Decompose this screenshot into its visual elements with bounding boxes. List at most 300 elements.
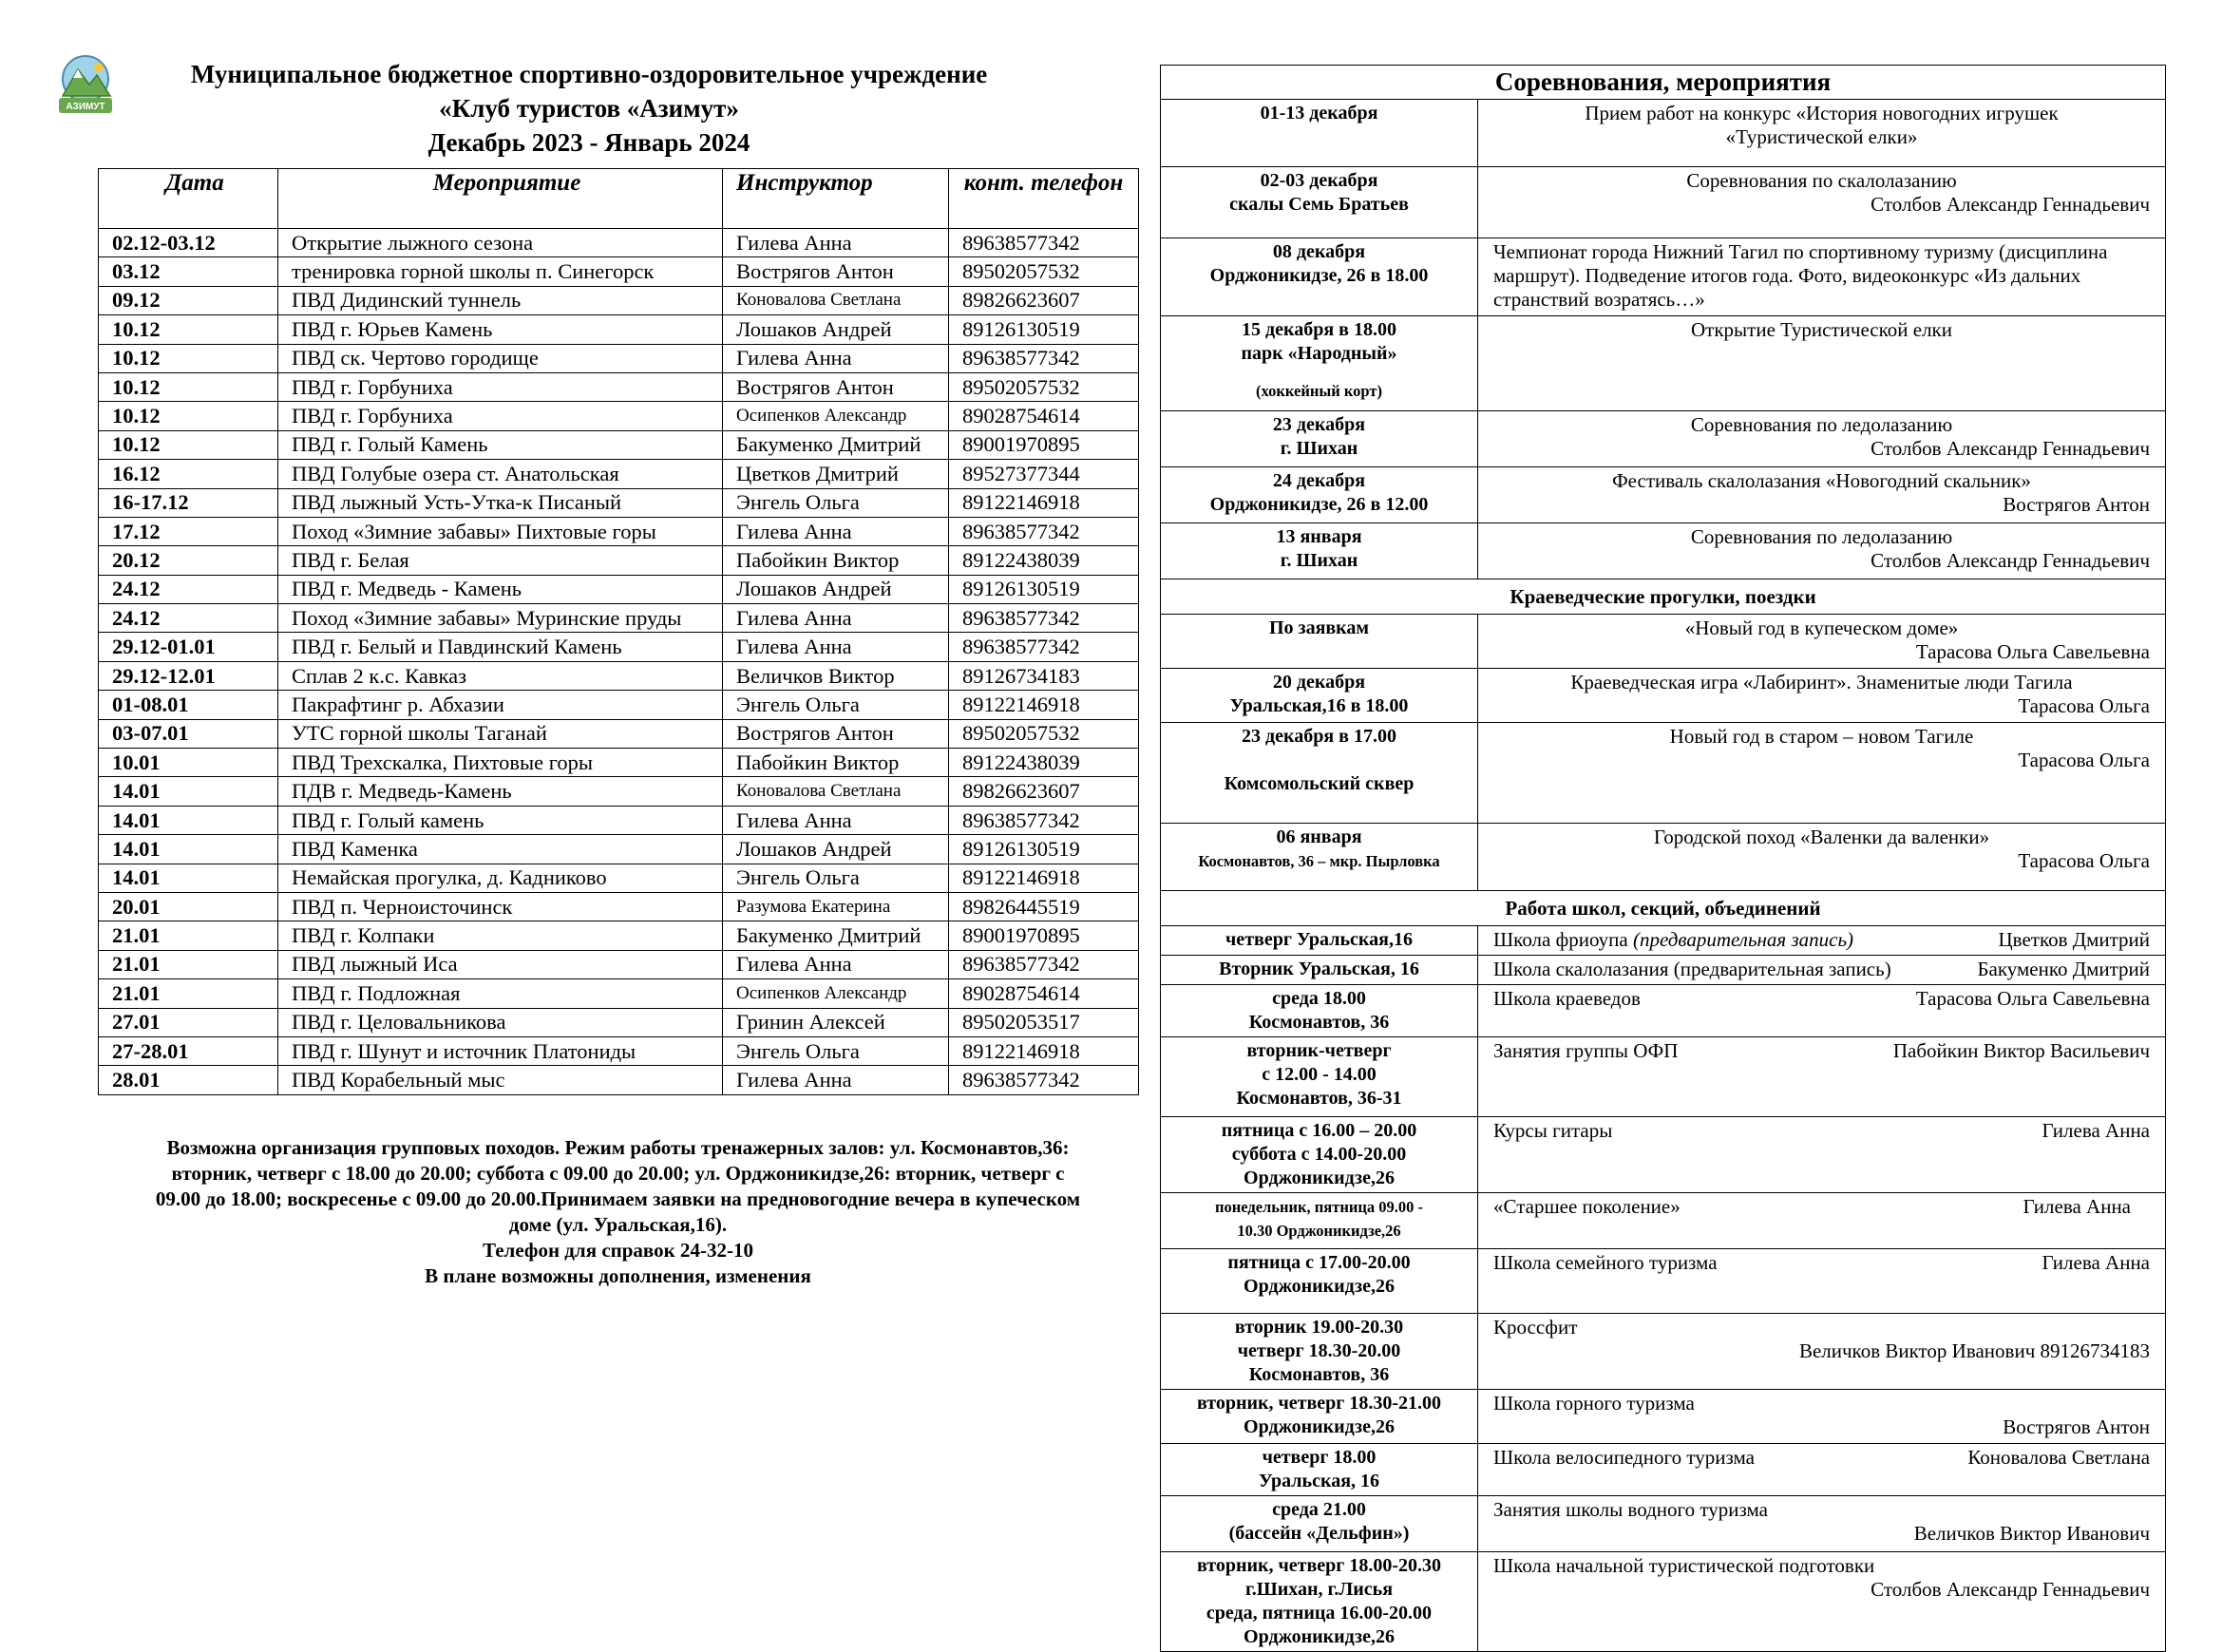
schools-row: [1161, 1496, 2166, 1552]
table-row: [99, 344, 1139, 372]
when-note: (хоккейный корт): [1256, 382, 1382, 400]
event-details: [1478, 615, 2166, 669]
event-when: [1161, 926, 1478, 956]
school-name: [1493, 1251, 1718, 1275]
row-date: 02.12-03.12: [99, 229, 278, 257]
event-details: [1478, 100, 2166, 167]
row-phone: 89638577342: [949, 229, 1139, 257]
row-phone: 89126130519: [949, 835, 1139, 864]
school-name: [1493, 958, 1891, 981]
row-instructor: Гилева Анна: [723, 633, 949, 661]
schools-row: [1161, 1552, 2166, 1652]
note-disclaimer: В плане возможны дополнения, изменения: [425, 1264, 811, 1287]
when-line: Орджоникидзе,26: [1244, 1276, 1395, 1297]
row-date: 03-07.01: [99, 719, 278, 748]
row-event: ПВД г. Целовальникова: [278, 1008, 723, 1036]
event-when: [1161, 1193, 1478, 1249]
event-when: [1161, 1117, 1478, 1193]
row-phone: 89502057532: [949, 257, 1139, 286]
row-event: ПВД Трехскалка, Пихтовые горы: [278, 749, 723, 777]
row-phone: 89122146918: [949, 488, 1139, 517]
school-note: (предварительная запись): [1632, 928, 1854, 951]
row-event: ПВД п. Черноисточинск: [278, 892, 723, 921]
note-line: вторник, четверг с 18.00 до 20.00; суббота с 09.00 до 20.00; ул. Орджоникидзе,26: вторник, четверг с: [171, 1162, 1065, 1185]
row-event: Поход «Зимние забавы» Муринские пруды: [278, 604, 723, 633]
when-line: г.Шихан, г.Лисья: [1244, 1579, 1394, 1600]
event-person: Тарасова Ольга: [2018, 694, 2151, 717]
when-line: По заявкам: [1268, 617, 1370, 638]
row-date: 10.12: [99, 430, 278, 459]
table-row: [99, 835, 1139, 864]
when-line: Вторник Уральская, 16: [1219, 959, 1419, 979]
events-table: [1160, 65, 2166, 1652]
event-details: [1478, 1552, 2166, 1652]
row-instructor: Гилева Анна: [723, 229, 949, 257]
section-title-schools: Работа школ, секций, объединений: [1161, 891, 2166, 926]
table-row: [99, 691, 1139, 719]
instructor-name: Пабойкин Виктор Васильевич: [1892, 1039, 2151, 1062]
period-title: Декабрь 2023 - Январь 2024: [427, 128, 750, 157]
event-when: [1161, 723, 1478, 824]
when-line: Космонавтов, 36-31: [1236, 1088, 1402, 1109]
when-line: Космонавтов, 36: [1248, 1012, 1390, 1033]
when-line: четверг Уральская,16: [1225, 929, 1413, 950]
row-instructor: Лошаков Андрей: [723, 835, 949, 864]
row-phone: 89638577342: [949, 950, 1139, 978]
row-phone: 89001970895: [949, 921, 1139, 950]
event-when: [1161, 523, 1478, 579]
event-person: Величков Виктор Иванович 89126734183: [1798, 1339, 2151, 1362]
row-event: ПВД г. Медведь - Камень: [278, 575, 723, 603]
when-line: Орджоникидзе,26: [1244, 1416, 1395, 1437]
walks-row: [1161, 723, 2166, 824]
row-date: 10.12: [99, 372, 278, 401]
row-event: ПВД г. Голый Камень: [278, 430, 723, 459]
row-phone: 89826623607: [949, 777, 1139, 806]
event-when: [1161, 1037, 1478, 1117]
row-phone: 89126130519: [949, 315, 1139, 344]
instructor-name: Гилева Анна: [2042, 1251, 2151, 1274]
event-person: Столбов Александр Геннадьевич: [1871, 549, 2151, 572]
event-details: [1478, 1390, 2166, 1444]
row-instructor: Пабойкин Виктор: [723, 546, 949, 575]
event-details: [1478, 411, 2166, 467]
row-date: 20.12: [99, 546, 278, 575]
competitions-row: [1161, 467, 2166, 523]
note-phone: Телефон для справок 24-32-10: [483, 1239, 753, 1262]
table-row: [99, 460, 1139, 488]
events-title-row: [1161, 66, 2166, 100]
event-details: [1478, 985, 2166, 1037]
row-instructor: Лошаков Андрей: [723, 315, 949, 344]
table-row: [99, 286, 1139, 314]
event-when: [1161, 824, 1478, 891]
school-title: «Старшее поколение»: [1493, 1195, 1681, 1218]
trips-schedule-table: [98, 168, 1139, 1095]
row-date: 10.12: [99, 344, 278, 372]
table-row: [99, 372, 1139, 401]
row-phone: 89826445519: [949, 892, 1139, 921]
event-person: Тарасова Ольга: [2018, 749, 2151, 771]
competitions-row: [1161, 238, 2166, 316]
schools-row: [1161, 1193, 2166, 1249]
row-event: ПВД Дидинский туннель: [278, 286, 723, 314]
when-line: Орджоникидзе,26: [1244, 1168, 1395, 1188]
schools-row: [1161, 1314, 2166, 1390]
spacer: [1165, 366, 1473, 379]
table-row: [99, 979, 1139, 1008]
row-event: Открытие лыжного сезона: [278, 229, 723, 257]
when-line: вторник, четверг 18.30-21.00: [1196, 1393, 1442, 1414]
event-details: [1478, 1314, 2166, 1390]
row-date: 16-17.12: [99, 488, 278, 517]
school-name: [1493, 928, 1853, 952]
row-event: ПВД г. Колпаки: [278, 921, 723, 950]
table-row: [99, 315, 1139, 344]
row-event: ПВД Голубые озера ст. Анатольская: [278, 460, 723, 488]
when-line: 15 декабря в 18.00: [1242, 319, 1396, 340]
event-details: [1478, 316, 2166, 411]
row-date: 27.01: [99, 1008, 278, 1036]
event-when: [1161, 985, 1478, 1037]
event-when: [1161, 956, 1478, 985]
table-row: [99, 257, 1139, 286]
event-details: [1478, 1193, 2166, 1249]
when-line: 20 декабря: [1272, 672, 1366, 693]
row-instructor: Энгель Ольга: [723, 1036, 949, 1065]
when-line: четверг 18.30-20.00: [1237, 1340, 1401, 1361]
competitions-row: [1161, 316, 2166, 411]
row-phone: 89638577342: [949, 517, 1139, 545]
schools-row: [1161, 1117, 2166, 1193]
row-instructor: Гилева Анна: [723, 344, 949, 372]
row-event: тренировка горной школы п. Синегорск: [278, 257, 723, 286]
row-event: ПВД лыжный Усть-Утка-к Писаный: [278, 488, 723, 517]
row-instructor: Гилева Анна: [723, 950, 949, 978]
row-phone: 89502057532: [949, 372, 1139, 401]
when-line: г. Шихан: [1280, 438, 1358, 459]
event-when: [1161, 1390, 1478, 1444]
row-phone: 89122438039: [949, 546, 1139, 575]
when-line: Орджоникидзе,26: [1244, 1626, 1395, 1647]
when-line: Уральская,16 в 18.00: [1229, 695, 1409, 716]
row-date: 09.12: [99, 286, 278, 314]
row-event: ПВД г. Шунут и источник Платониды: [278, 1036, 723, 1065]
school-line: [1493, 1446, 2150, 1470]
instructor-name: Гилева Анна: [2023, 1195, 2132, 1218]
table-row: [99, 229, 1139, 257]
when-line: среда, пятница 16.00-20.00: [1206, 1603, 1433, 1624]
event-title: Городской поход «Валенки да валенки»: [1653, 826, 1990, 848]
row-event: ПВД г. Белый и Павдинский Камень: [278, 633, 723, 661]
row-instructor: Бакуменко Дмитрий: [723, 921, 949, 950]
when-line: пятница с 17.00-20.00: [1227, 1252, 1411, 1273]
table-row: [99, 1066, 1139, 1094]
when-line: 13 января: [1276, 526, 1362, 547]
competitions-row: [1161, 411, 2166, 467]
row-event: ПВД Каменка: [278, 835, 723, 864]
event-title: Школа начальной туристической подготовки: [1493, 1554, 1875, 1577]
when-line: понедельник, пятница 09.00 -: [1215, 1198, 1423, 1216]
row-phone: 89122146918: [949, 691, 1139, 719]
row-instructor: Лошаков Андрей: [723, 575, 949, 603]
event-details: [1478, 238, 2166, 316]
event-title: Занятия школы водного туризма: [1493, 1498, 1768, 1521]
table-row: [99, 575, 1139, 603]
row-date: 20.01: [99, 892, 278, 921]
table-row: [99, 950, 1139, 978]
row-date: 14.01: [99, 777, 278, 806]
walks-row: [1161, 824, 2166, 891]
row-instructor: Разумова Екатерина: [723, 892, 949, 921]
row-phone: 89502053517: [949, 1008, 1139, 1036]
event-when: [1161, 316, 1478, 411]
row-date: 24.12: [99, 575, 278, 603]
event-title: Соревнования по ледолазанию: [1690, 413, 1953, 436]
competitions-row: [1161, 523, 2166, 579]
row-phone: 89638577342: [949, 806, 1139, 834]
row-instructor: Осипенков Александр: [723, 979, 949, 1008]
row-instructor: Вострягов Антон: [723, 719, 949, 748]
row-instructor: Энгель Ольга: [723, 864, 949, 892]
column-header-instructor: Инструктор: [723, 169, 949, 229]
table-row: [99, 517, 1139, 545]
schools-row: [1161, 1037, 2166, 1117]
column-header-date: Дата: [99, 169, 278, 229]
when-line: среда 21.00: [1272, 1499, 1366, 1520]
event-title: Краеведческая игра «Лабиринт». Знаменитые люди Тагила: [1570, 671, 2073, 693]
row-event: Сплав 2 к.с. Кавказ: [278, 661, 723, 690]
row-instructor: Энгель Ольга: [723, 691, 949, 719]
row-phone: 89028754614: [949, 979, 1139, 1008]
school-name: [1493, 1039, 1678, 1063]
row-date: 14.01: [99, 806, 278, 834]
instructor-name: Коновалова Светлана: [1967, 1446, 2151, 1469]
competitions-row: [1161, 167, 2166, 238]
event-when: [1161, 238, 1478, 316]
event-person: Тарасова Ольга Савельевна: [1915, 640, 2151, 663]
row-date: 21.01: [99, 979, 278, 1008]
note-line: доме (ул. Уральская,16).: [508, 1213, 728, 1236]
school-line: [1493, 928, 2150, 952]
event-title: Фестиваль скалолазания «Новогодний скальник»: [1612, 469, 2031, 492]
table-row: [99, 1008, 1139, 1036]
school-name: [1493, 1119, 1612, 1143]
table-row: [99, 1036, 1139, 1065]
event-title: Чемпионат города Нижний Тагил по спортивному туризму (дисциплина маршрут). Подведение итогов года. Фото, видеоконкурс «Из дальних странствий возратясь…»: [1493, 240, 2108, 311]
event-when: [1161, 100, 1478, 167]
trips-table-body: [99, 229, 1139, 1095]
school-title: Школа фриоупа: [1493, 928, 1628, 951]
school-line: [1493, 958, 2150, 981]
when-line: среда 18.00: [1272, 988, 1366, 1009]
when-line: вторник 19.00-20.30: [1234, 1317, 1404, 1338]
row-phone: 89502057532: [949, 719, 1139, 748]
row-phone: 89126130519: [949, 575, 1139, 603]
event-person: Величков Виктор Иванович: [1913, 1522, 2151, 1545]
events-table-body: [1161, 66, 2166, 1652]
table-row: [99, 604, 1139, 633]
event-details: [1478, 723, 2166, 824]
row-instructor: Коновалова Светлана: [723, 286, 949, 314]
event-person: Столбов Александр Геннадьевич: [1871, 437, 2151, 460]
events-title: Соревнования, мероприятия: [1161, 66, 2166, 100]
row-date: 10.01: [99, 749, 278, 777]
org-title: Муниципальное бюджетное спортивно-оздоровительное учреждение: [190, 60, 988, 88]
column-header-event: Мероприятие: [278, 169, 723, 229]
when-line: 02-03 декабря: [1260, 170, 1378, 191]
when-line: 01-13 декабря: [1260, 103, 1378, 123]
row-date: 24.12: [99, 604, 278, 633]
row-instructor: Вострягов Антон: [723, 257, 949, 286]
table-row: [99, 777, 1139, 806]
event-details: [1478, 1444, 2166, 1496]
schools-row: [1161, 985, 2166, 1037]
table-row: [99, 430, 1139, 459]
event-details: [1478, 824, 2166, 891]
when-line: вторник-четверг: [1246, 1040, 1392, 1061]
when-line: 10.30 Орджоникидзе,26: [1237, 1222, 1401, 1240]
section-row: [1161, 579, 2166, 615]
row-event: ПВД ск. Чертово городище: [278, 344, 723, 372]
event-when: [1161, 615, 1478, 669]
note-line: 09.00 до 18.00; воскресенье с 09.00 до 20.00.Принимаем заявки на предновогодние вечера в купеческом: [155, 1187, 1081, 1210]
note-line: Возможна организация групповых походов. Режим работы тренажерных залов: ул. Космонавтов,36:: [166, 1136, 1070, 1159]
event-person: Вострягов Антон: [2003, 493, 2151, 516]
table-row: [99, 921, 1139, 950]
event-title: Новый год в старом – новом Тагиле: [1669, 725, 1974, 748]
when-line: суббота с 14.00-20.00: [1231, 1144, 1407, 1165]
school-line: [1493, 1251, 2150, 1275]
row-instructor: Осипенков Александр: [723, 402, 949, 430]
event-title: Кроссфит: [1493, 1316, 1578, 1339]
table-row: [99, 749, 1139, 777]
event-details: [1478, 523, 2166, 579]
row-date: 27-28.01: [99, 1036, 278, 1065]
when-line: Комсомольский сквер: [1224, 773, 1415, 794]
section-row: [1161, 891, 2166, 926]
event-details: [1478, 467, 2166, 523]
row-phone: 89826623607: [949, 286, 1139, 314]
event-when: [1161, 467, 1478, 523]
instructor-name: Бакуменко Дмитрий: [1977, 958, 2151, 980]
row-phone: 89122146918: [949, 864, 1139, 892]
table-row: [99, 719, 1139, 748]
event-when: [1161, 1249, 1478, 1314]
school-title: Школа велосипедного туризма: [1493, 1446, 1755, 1469]
row-date: 29.12-01.01: [99, 633, 278, 661]
event-when: [1161, 411, 1478, 467]
schools-row: [1161, 926, 2166, 956]
row-phone: 89638577342: [949, 633, 1139, 661]
row-event: ПВД г. Горбуниха: [278, 372, 723, 401]
when-line: пятница с 16.00 – 20.00: [1221, 1120, 1417, 1141]
table-row: [99, 402, 1139, 430]
row-phone: 89638577342: [949, 1066, 1139, 1094]
row-event: ПВД г. Горбуниха: [278, 402, 723, 430]
row-date: 29.12-12.01: [99, 661, 278, 690]
event-title: Открытие Туристической елки: [1691, 318, 1952, 341]
when-line: Уральская, 16: [1258, 1471, 1380, 1491]
row-instructor: Гилева Анна: [723, 604, 949, 633]
row-event: ПВД г. Голый камень: [278, 806, 723, 834]
row-instructor: Гринин Алексей: [723, 1008, 949, 1036]
when-line: парк «Народный»: [1241, 343, 1397, 364]
when-line: 24 декабря: [1272, 470, 1366, 491]
row-date: 21.01: [99, 921, 278, 950]
school-title: Школа скалолазания (предварительная запись): [1493, 958, 1891, 980]
when-line: (бассейн «Дельфин»): [1228, 1523, 1410, 1544]
when-line: с 12.00 - 14.00: [1262, 1064, 1377, 1085]
table-row: [99, 661, 1139, 690]
school-line: [1493, 1119, 2150, 1143]
footer-note: [98, 1135, 1138, 1289]
row-phone: 89028754614: [949, 402, 1139, 430]
row-date: 21.01: [99, 950, 278, 978]
school-line: [1493, 987, 2150, 1011]
column-header-phone: конт. телефон: [949, 169, 1139, 229]
table-row: [99, 806, 1139, 834]
event-person: Вострягов Антон: [2003, 1415, 2151, 1438]
row-instructor: Гилева Анна: [723, 806, 949, 834]
row-phone: 89527377344: [949, 460, 1139, 488]
row-date: 03.12: [99, 257, 278, 286]
club-title: «Клуб туристов «Азимут»: [439, 94, 739, 123]
event-details: [1478, 167, 2166, 238]
row-instructor: Пабойкин Виктор: [723, 749, 949, 777]
table-row: [99, 546, 1139, 575]
row-date: 28.01: [99, 1066, 278, 1094]
event-when: [1161, 167, 1478, 238]
when-line: Орджоникидзе, 26 в 12.00: [1209, 494, 1429, 515]
row-event: ПВД Корабельный мыс: [278, 1066, 723, 1094]
event-title: Школа горного туризма: [1493, 1392, 1695, 1415]
row-event: Поход «Зимние забавы» Пихтовые горы: [278, 517, 723, 545]
when-line: Космонавтов, 36: [1248, 1364, 1390, 1385]
event-details: [1478, 669, 2166, 723]
schools-row: [1161, 956, 2166, 985]
row-instructor: Цветков Дмитрий: [723, 460, 949, 488]
row-event: ПВД лыжный Иса: [278, 950, 723, 978]
event-when: [1161, 1444, 1478, 1496]
event-title: Соревнования по ледолазанию: [1690, 525, 1953, 548]
schools-row: [1161, 1249, 2166, 1314]
when-line: вторник, четверг 18.00-20.30: [1196, 1555, 1442, 1576]
section-title-walks: Краеведческие прогулки, поездки: [1161, 579, 2166, 615]
row-phone: 89122146918: [949, 1036, 1139, 1065]
row-event: ПВД г. Белая: [278, 546, 723, 575]
document-header: [95, 57, 1083, 160]
instructor-name: Тарасова Ольга Савельевна: [1915, 987, 2151, 1010]
school-line: [1493, 1039, 2150, 1063]
row-event: УТС горной школы Таганай: [278, 719, 723, 748]
row-phone: 89001970895: [949, 430, 1139, 459]
row-instructor: Вострягов Антон: [723, 372, 949, 401]
competitions-row: [1161, 100, 2166, 167]
row-phone: 89122438039: [949, 749, 1139, 777]
table-row: [99, 488, 1139, 517]
school-title: Курсы гитары: [1493, 1119, 1613, 1142]
event-person: Столбов Александр Геннадьевич: [1871, 193, 2151, 216]
row-phone: 89638577342: [949, 344, 1139, 372]
school-name: [1493, 987, 1641, 1011]
when-line: Орджоникидзе, 26 в 18.00: [1209, 265, 1429, 286]
when-line: г. Шихан: [1280, 550, 1358, 571]
row-phone: 89638577342: [949, 604, 1139, 633]
table-header-row: [99, 169, 1139, 229]
walks-row: [1161, 669, 2166, 723]
when-line: Космонавтов, 36 – мкр. Пырловка: [1198, 852, 1440, 870]
